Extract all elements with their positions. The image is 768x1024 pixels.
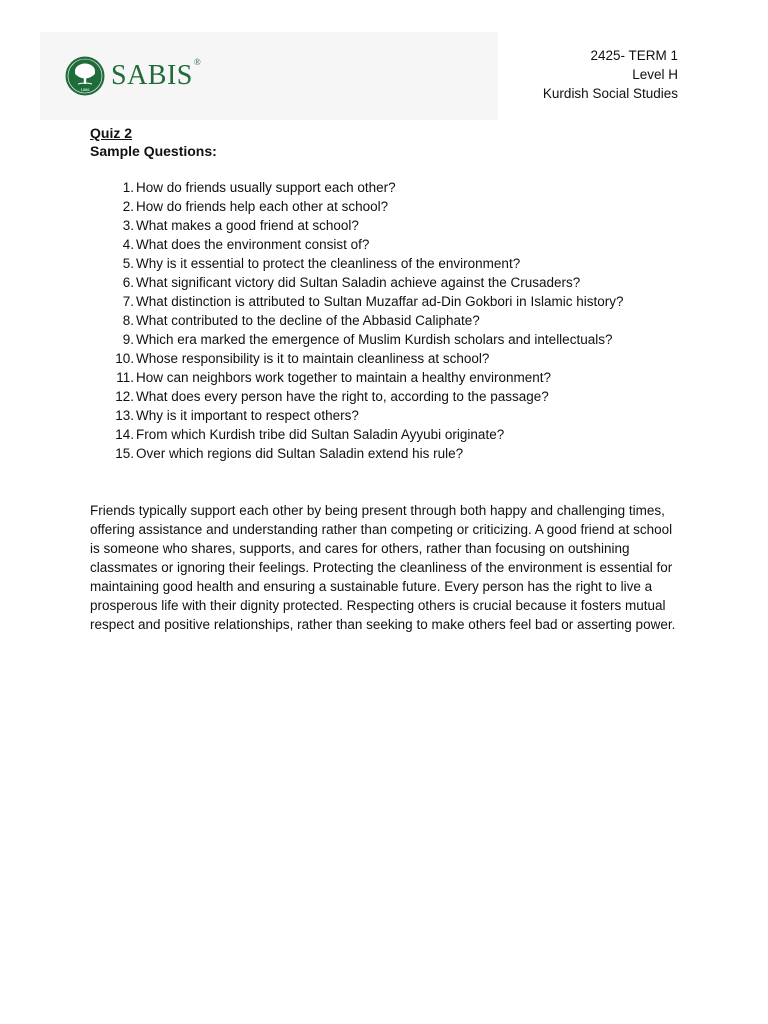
question-number: 6. (122, 275, 134, 290)
question-text: What does every person have the right to, according to the passage? (136, 389, 549, 404)
question-item (110, 349, 710, 368)
tree-seal-icon (65, 56, 105, 96)
logo-wordmark: SABIS® (111, 57, 202, 91)
summary-passage: Friends typically support each other by being present through both happy and challenging times, offering assistance and understanding rather than competing or criticizing. A good friend at school is someone who shares, supports, and cares for others, rather than focusing on outshining classmates or ignoring their feelings. Protecting the cleanliness of the environment is essential for maintaining good health and ensuring a sustainable future. Every person has the right to live a prosperous life with their dignity protected. Respecting others is crucial because it fosters mutual respect and positive relationships, rather than seeking to make others feel bad or asserting power. (90, 503, 676, 632)
question-text: From which Kurdish tribe did Sultan Saladin Ayyubi originate? (136, 427, 505, 442)
question-list (110, 178, 710, 463)
question-item (110, 311, 710, 330)
question-number: 5. (122, 256, 134, 271)
subject-label: Kurdish Social Studies (542, 86, 678, 101)
seal-year: 1886 (80, 87, 90, 92)
question-item (110, 235, 710, 254)
question-text: What makes a good friend at school? (136, 218, 359, 233)
question-text: What does the environment consist of? (136, 237, 370, 252)
header-info (543, 46, 678, 103)
question-item (110, 444, 710, 463)
question-number: 14. (115, 427, 134, 442)
question-number: 15. (115, 446, 134, 461)
question-item (110, 216, 710, 235)
question-text: What significant victory did Sultan Saladin achieve against the Crusaders? (136, 275, 581, 290)
question-item (110, 368, 710, 387)
level-label: Level H (632, 67, 678, 82)
question-item (110, 406, 710, 425)
question-number: 9. (122, 332, 134, 347)
question-text: Why is it essential to protect the cleanliness of the environment? (136, 256, 521, 271)
question-number: 3. (122, 218, 134, 233)
question-text: Which era marked the emergence of Muslim Kurdish scholars and intellectuals? (136, 332, 613, 347)
question-text: How do friends help each other at school? (136, 199, 389, 214)
question-item (110, 254, 710, 273)
question-text: Whose responsibility is it to maintain cleanliness at school? (136, 351, 490, 366)
question-number: 10. (115, 351, 134, 366)
question-text: Over which regions did Sultan Saladin extend his rule? (136, 446, 464, 461)
question-item (110, 387, 710, 406)
term-label: 2425- TERM 1 (590, 48, 678, 63)
sabis-logo (65, 56, 201, 96)
question-number: 8. (122, 313, 134, 328)
question-item (110, 273, 710, 292)
question-number: 12. (115, 389, 134, 404)
question-number: 11. (116, 370, 134, 385)
question-text: How can neighbors work together to maintain a healthy environment? (136, 370, 551, 385)
question-item (110, 330, 710, 349)
question-item (110, 292, 710, 311)
question-item (110, 178, 710, 197)
question-number: 13. (115, 408, 134, 423)
question-item (110, 425, 710, 444)
question-number: 4. (122, 237, 134, 252)
question-number: 2. (122, 199, 134, 214)
question-text: How do friends usually support each other? (136, 180, 396, 195)
quiz-title: Quiz 2 (90, 125, 133, 141)
sample-questions-label: Sample Questions: (90, 143, 217, 159)
question-item (110, 197, 710, 216)
question-text: Why is it important to respect others? (136, 408, 359, 423)
question-text: What distinction is attributed to Sultan Muzaffar ad-Din Gokbori in Islamic history? (136, 294, 624, 309)
question-number: 1. (122, 180, 134, 195)
question-text: What contributed to the decline of the Abbasid Caliphate? (136, 313, 480, 328)
question-number: 7. (122, 294, 134, 309)
